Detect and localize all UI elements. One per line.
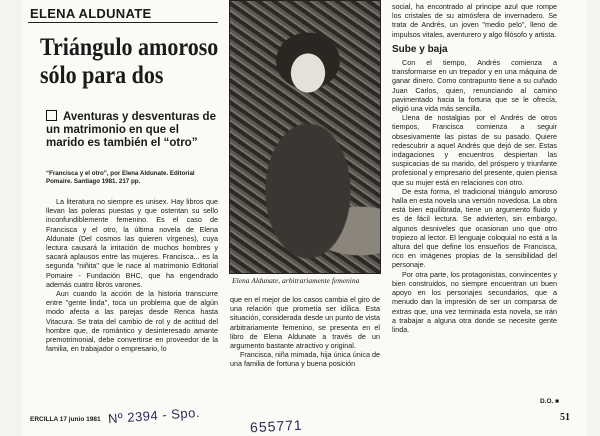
column-3	[392, 2, 557, 334]
paragraph: Por otra parte, los protagonistas, convincentes y bien construidos, no siempre encuentran un buen apoyo en los personajes secundarios, que a menudo dan la impresión de ser un comparsa de extras que, una vez terminada esta novela, se irán a trabajar a alguna otra donde se necesite gente linda.	[392, 269, 557, 334]
square-bullet-icon	[46, 110, 57, 121]
paragraph: que en el mejor de los casos cambia el giro de una relación que prometía ser idílica. Esta situación, considerada desde un punto de vista arbitrariamente femenino, se presenta en el libro de Elena Aldunate a través de un argumento bastante atractivo y original.	[230, 295, 380, 351]
article-subhead	[46, 110, 218, 150]
author-photo	[229, 0, 381, 274]
title-line-2: sólo para dos	[40, 62, 164, 89]
paragraph: Llena de nostalgias por el Andrés de otros tiempos, Francisca comienza a seguir obsesivamente las pistas de su pasado. Quiere redescubrir a aquel Andrés que dejó de ser. Estas indagaciones y encuentros despiertan las suspicacias de su marido, del próspero y triunfante profesional y empresario del presente, quien piensa que su mujer está en relaciones con otro.	[392, 113, 558, 187]
paragraph: Con el tiempo, Andrés comienza a transformarse en un trepador y en una máquina de ganar dinero. Como contrapunto tiene a su cuñado Juan Carlos, quien, renunciando al camino pavimentado hacia la fortuna que se le ofrecía, eligió una vida más sencilla.	[392, 58, 557, 114]
signoff: D.O. ■	[540, 398, 560, 405]
column-2	[230, 295, 380, 369]
handwritten-note: Nº 2394 - Spo.	[107, 404, 201, 427]
paragraph: De esta forma, el tradicional triángulo amoroso halla en esta novela una versión novedosa. La obra está bien equilibrada, tiene un argumento fluido y es de fácil lectura. Se advierten, sin embargo, algunos desniveles que ocasionan uno que otro tropiezo al lector. El lenguaje coloquial no está a la altura del que define los ensueños de Francisca, rico en imágenes propias de la sensibilidad del personaje.	[392, 186, 557, 270]
header-rule	[28, 22, 218, 23]
article-title	[40, 34, 218, 90]
column-1	[46, 197, 218, 353]
author-header: ELENA ALDUNATE	[30, 6, 152, 21]
paragraph: Francisca, niña mimada, hija única única de una familia de fortuna y buena posición	[230, 350, 380, 369]
paragraph: La literatura no siempre es unisex. Hay libros que llevan las poleras puestas y que ostentan su sello inconfundiblemente femenino. Es el caso de Francisca y el otro, la última novela de Elena Aldunate (Del cosmos las quieren vírgenes), cuya lectura causará la irritación de muchos hombres y sacará aplausos entre las mujeres. Francisca... es la segunda "niñita" que le nace al matrimonio Editorial Pomaire - Fundación BHC, que ha engendrado además cuatro libros varones.	[46, 197, 218, 289]
section-heading: Sube y baja	[392, 43, 448, 55]
paragraph: Aun cuando la acción de la historia transcurre entre "gente linda", toca un problema que de algún modo afecta a las parejas desde Renca hasta Vitacura. Se trata del cambio de rol y de actitud del hombre que, de romántico y desinteresado amante premotrimonial, debe convertirse en proveedor de la familia, en trabajador o empresario, lo	[46, 289, 218, 354]
title-line-1: Triángulo amoroso	[40, 34, 219, 61]
book-credit: “Francisca y el otro”, por Elena Aldunate. Editorial Pomaire. Santiago 1981. 217 pp.	[46, 170, 195, 185]
handwritten-number: 655771	[249, 416, 304, 436]
photo-caption: Elena Aldunate, arbitrariamente femenina	[232, 276, 360, 285]
paragraph: social, ha encontrado al principe azul que rompe los cristales de su atmósfera de invernadero. Se trata de Andrés, un joven "medio pelo", lleno de impulsos vitales, aventurero y algo filósofo y artista.	[392, 2, 557, 39]
subhead-text: Aventuras y desventuras de un matrimonio en que el marido es también el “otro”	[46, 111, 216, 149]
publication-footer: ERCILLA 17 junio 1981	[30, 416, 101, 423]
page-number: 51	[560, 412, 570, 423]
